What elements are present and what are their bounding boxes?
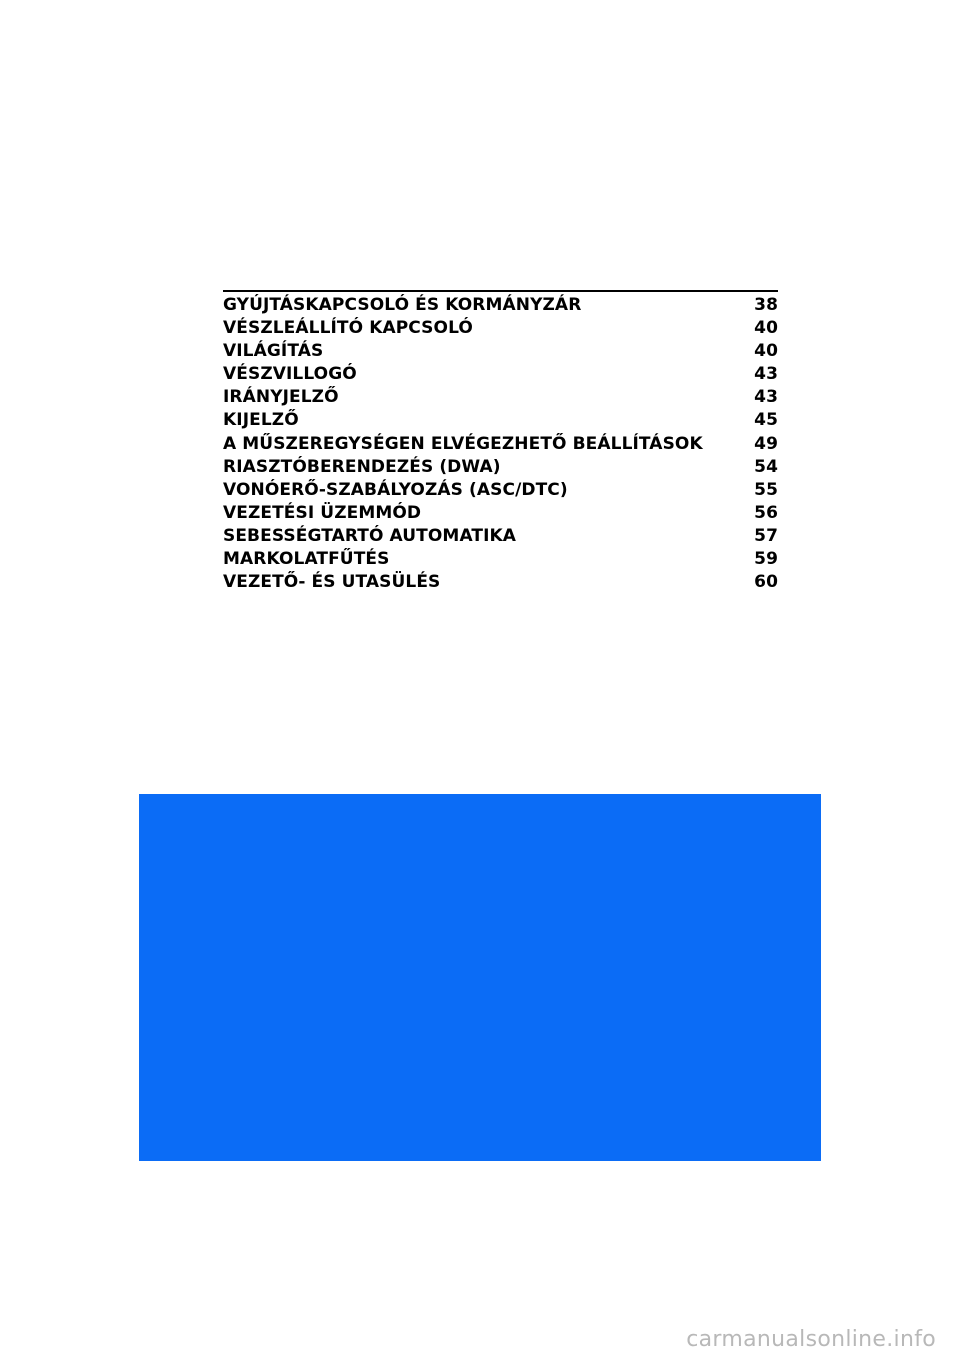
toc-entry-display[interactable]: [223, 409, 778, 432]
toc-entry-page: 59: [754, 549, 778, 570]
watermark-text: carmanualsonline.info: [686, 1327, 936, 1352]
toc-entry-page: 43: [754, 364, 778, 385]
toc-entry-page: 45: [754, 410, 778, 431]
toc-entry-riding-mode[interactable]: [223, 502, 778, 525]
toc-entry-page: 43: [754, 387, 778, 408]
toc-entry-emergency-switch[interactable]: [223, 317, 778, 340]
toc-entry-title: GYÚJTÁSKAPCSOLÓ ÉS KORMÁNYZÁR: [223, 295, 582, 315]
toc-entry-page: 38: [754, 295, 778, 315]
toc-entry-title: VÉSZLEÁLLÍTÓ KAPCSOLÓ: [223, 318, 473, 339]
toc-entry-page: 55: [754, 479, 778, 500]
toc-entry-hazard-lights[interactable]: [223, 363, 778, 386]
toc-entry-page: 57: [754, 525, 778, 546]
toc-entry-title: VILÁGÍTÁS: [223, 341, 324, 362]
toc-entry-page: 40: [754, 341, 778, 362]
toc-entry-title: KIJELZŐ: [223, 410, 299, 431]
toc-entry-traction-control[interactable]: [223, 479, 778, 502]
toc-entry-title: VONÓERŐ-SZABÁLYOZÁS (ASC/DTC): [223, 479, 568, 500]
toc-entry-title: SEBESSÉGTARTÓ AUTOMATIKA: [223, 525, 517, 546]
toc-entry-cruise-control[interactable]: [223, 525, 778, 548]
toc-entry-ignition[interactable]: [223, 294, 778, 317]
toc-entry-page: 49: [754, 433, 778, 454]
toc-entry-turn-indicator[interactable]: [223, 386, 778, 409]
toc-entry-lighting[interactable]: [223, 340, 778, 363]
toc-entry-title: VÉSZVILLOGÓ: [223, 364, 357, 385]
toc-entry-page: 54: [754, 456, 778, 477]
toc-entry-alarm-system[interactable]: [223, 456, 778, 479]
table-of-contents: [223, 290, 778, 594]
toc-entry-page: 40: [754, 318, 778, 339]
toc-entry-title: VEZETÉSI ÜZEMMÓD: [223, 502, 422, 523]
toc-entry-heated-grips[interactable]: [223, 548, 778, 571]
toc-entry-title: IRÁNYJELZŐ: [223, 387, 339, 408]
toc-entry-title: RIASZTÓBERENDEZÉS (DWA): [223, 456, 501, 477]
toc-entry-page: 60: [754, 572, 778, 593]
toc-entry-title: MARKOLATFŰTÉS: [223, 549, 390, 570]
chapter-color-panel: [139, 794, 821, 1161]
toc-entry-title: A MŰSZEREGYSÉGEN ELVÉGEZHETŐ BEÁLLÍTÁSOK: [223, 433, 703, 454]
toc-entry-instrument-settings[interactable]: [223, 433, 778, 456]
toc-entry-page: 56: [754, 502, 778, 523]
toc-entry-title: VEZETŐ- ÉS UTASÜLÉS: [223, 572, 441, 593]
toc-entry-seats[interactable]: [223, 571, 778, 594]
